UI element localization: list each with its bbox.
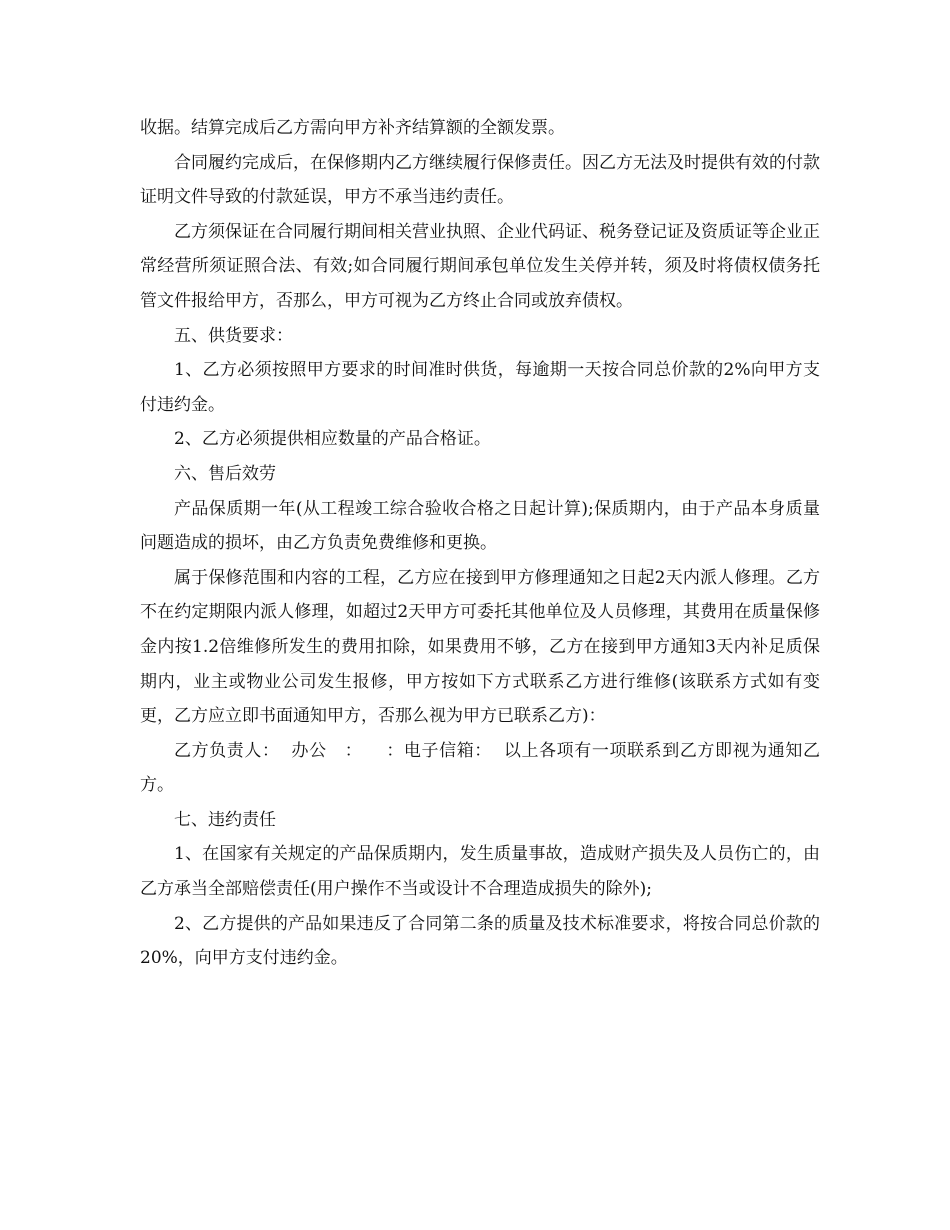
clause-supply-on-time: 1、乙方必须按照甲方要求的时间准时供货，每逾期一天按合同总价款的2%向甲方支付违约金。 [140,360,820,415]
paragraph-license-validity: 乙方须保证在合同履行期间相关营业执照、企业代码证、税务登记证及资质证等企业正常经营所须证照合法、有效;如合同履行期间承包单位发生关停并转，须及时将债权债务托管文件报给甲方，否那么，甲方可视为乙方终止合同或放弃债权。 [140,221,820,311]
paragraph-warranty-after-completion: 合同履约完成后，在保修期内乙方继续履行保修责任。因乙方无法及时提供有效的付款证明文件导致的付款延误，甲方不承当违约责任。 [140,152,820,208]
section-heading-after-sales: 六、售后效劳 [174,463,276,484]
paragraph-warranty-period: 产品保质期一年(从工程竣工综合验收合格之日起计算);保质期内，由于产品本身质量问题造成的损坏，由乙方负责免费维修和更换。 [140,498,820,554]
section-heading-liability: 七、违约责任 [174,809,276,830]
clause-quality-accident: 1、在国家有关规定的产品保质期内，发生质量事故，造成财产损失及人员伤亡的，由乙方承当全部赔偿责任(用户操作不当或设计不合理造成损失的除外); [140,844,820,900]
clause-quality-standard-penalty: 2、乙方提供的产品如果违反了合同第二条的质量及技术标准要求，将按合同总价款的20%，向甲方支付违约金。 [140,913,820,969]
clause-certificates: 2、乙方必须提供相应数量的产品合格证。 [174,429,491,450]
document-body [140,111,820,976]
section-heading-supply-requirements: 五、供货要求： [174,325,293,346]
paragraph-contact-info: 乙方负责人： 办公 ： ：电子信箱： 以上各项有一项联系到乙方即视为通知乙方。 [140,740,820,796]
paragraph-repair-procedure: 属于保修范围和内容的工程，乙方应在接到甲方修理通知之日起2天内派人修理。乙方不在约定期限内派人修理，如超过2天甲方可委托其他单位及人员修理，其费用在质量保修金内按1.2倍维修所发生的费用扣除，如果费用不够，乙方在接到甲方通知3天内补足质保期内，业主或物业公司发生报修，甲方按如下方式联系乙方进行维修(该联系方式如有变更，乙方应立即书面通知甲方，否那么视为甲方已联系乙方)： [140,567,820,727]
paragraph-invoice-continuation: 收据。结算完成后乙方需向甲方补齐结算额的全额发票。 [140,118,565,138]
